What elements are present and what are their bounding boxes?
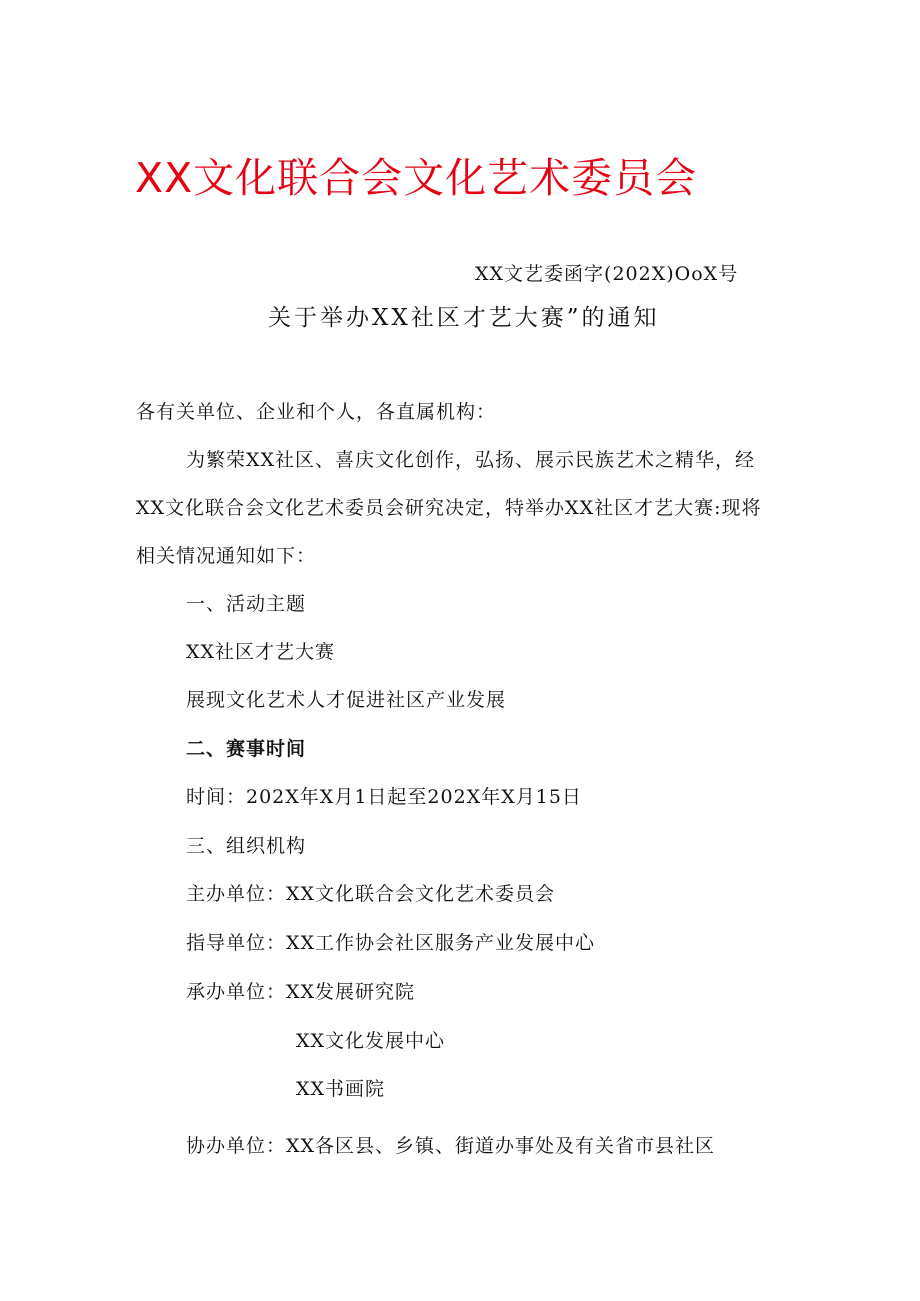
co-organizer-unit: 协办单位：XX各区县、乡镇、街道办事处及有关省市县社区 bbox=[186, 1135, 716, 1157]
section-1-heading: 一、活动主题 bbox=[186, 593, 307, 615]
host-unit: 主办单位：XX文化联合会文化艺术委员会 bbox=[186, 883, 556, 905]
section-2-heading: 二、赛事时间 bbox=[186, 738, 307, 760]
org-title: XX文化联合会文化艺术委员会 bbox=[135, 154, 698, 202]
organizer-unit-2: XX文化发展中心 bbox=[296, 1030, 446, 1052]
section-2-line-1: 时间：202X年X月1日起至202X年X月15日 bbox=[186, 786, 582, 808]
guide-unit: 指导单位：XX工作协会社区服务产业发展中心 bbox=[186, 932, 596, 954]
section-1-line-1: XX社区才艺大赛 bbox=[186, 641, 336, 663]
section-1-line-2: 展现文化艺术人才促进社区产业发展 bbox=[186, 689, 507, 711]
organizer-unit: 承办单位：XX发展研究院 bbox=[186, 981, 416, 1003]
section-3-heading: 三、组织机构 bbox=[186, 835, 307, 857]
intro-line-1: 为繁荣XX社区、喜庆文化创作，弘扬、展示民族艺术之精华，经 bbox=[186, 449, 756, 471]
doc-number: XX文艺委函字(202X)OoX号 bbox=[475, 263, 739, 285]
notice-title: 关于举办XX社区才艺大赛”的通知 bbox=[268, 305, 660, 331]
intro-line-2: XX文化联合会文化艺术委员会研究决定，特举办XX社区才艺大赛:现将 bbox=[136, 497, 762, 519]
intro-line-3: 相关情况通知如下： bbox=[136, 545, 317, 567]
organizer-unit-3: XX书画院 bbox=[296, 1078, 386, 1100]
salutation: 各有关单位、企业和个人，各直属机构： bbox=[136, 401, 497, 423]
